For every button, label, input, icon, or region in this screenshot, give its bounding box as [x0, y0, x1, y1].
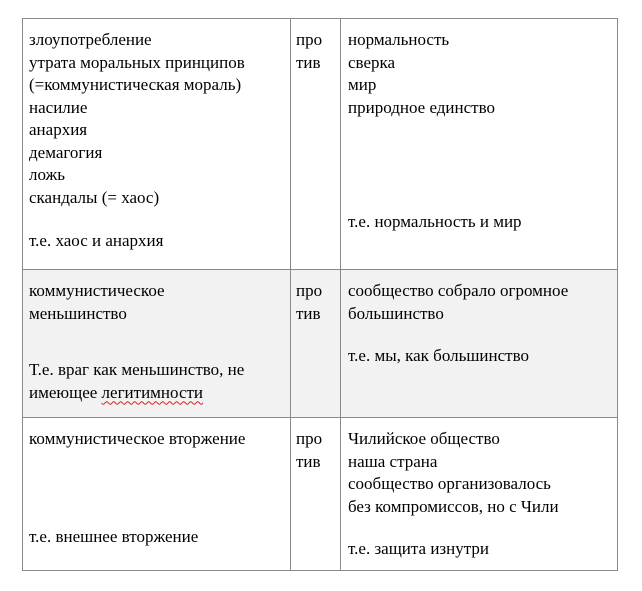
- list-item: утрата моральных принципов: [29, 52, 245, 72]
- list-item: демагогия: [29, 142, 103, 162]
- list-item: скандалы (= хаос): [29, 187, 160, 207]
- summary-text: Т.е. враг как меньшинство, не: [29, 360, 245, 379]
- list-item: насилие: [29, 97, 88, 117]
- left-cell: [23, 270, 290, 417]
- list-item: сообщество организовалось: [348, 474, 551, 493]
- list-item: наша страна: [348, 451, 438, 471]
- connector-text: тив: [296, 303, 321, 323]
- middle-cell: [290, 418, 340, 570]
- list-item: ложь: [29, 165, 66, 184]
- right-cell: [340, 418, 617, 570]
- comparison-table: [22, 18, 618, 571]
- left-cell: [23, 19, 290, 269]
- list-item: мир: [348, 75, 377, 94]
- list-item: злоупотребление: [29, 30, 152, 49]
- connector-text: про: [296, 30, 323, 49]
- list-item: анархия: [29, 120, 88, 139]
- list-item: (=коммунистическая мораль): [29, 75, 242, 94]
- summary-text: т.е. мы, как большинство: [348, 346, 530, 365]
- right-cell: [340, 270, 617, 417]
- table-row: [22, 18, 618, 270]
- table-row: [22, 270, 618, 418]
- list-item: большинство: [348, 303, 444, 323]
- middle-cell: [290, 270, 340, 417]
- list-item: без компромиссов, но с Чили: [348, 496, 559, 516]
- left-cell: [23, 418, 290, 570]
- list-item: коммунистическое вторжение: [29, 429, 246, 448]
- middle-cell: [290, 19, 340, 269]
- spellcheck-flagged-word: легитимности: [101, 382, 204, 402]
- summary-text: т.е. защита изнутри: [348, 539, 489, 558]
- summary-text: имеющее легитимности: [29, 382, 204, 402]
- summary-text: т.е. хаос и анархия: [29, 231, 164, 250]
- connector-text: тив: [296, 52, 321, 72]
- connector-text: тив: [296, 451, 321, 471]
- list-item: природное единство: [348, 97, 496, 117]
- summary-text: т.е. внешнее вторжение: [29, 526, 199, 546]
- list-item: Чилийское общество: [348, 429, 500, 448]
- list-item: нормальность: [348, 30, 450, 49]
- list-item: коммунистическое: [29, 281, 165, 300]
- table-row: [22, 418, 618, 571]
- connector-text: про: [296, 281, 323, 300]
- list-item: меньшинство: [29, 303, 127, 323]
- list-item: сообщество собрало огромное: [348, 281, 569, 300]
- connector-text: про: [296, 429, 323, 448]
- right-cell: [340, 19, 617, 269]
- summary-text: т.е. нормальность и мир: [348, 212, 522, 231]
- list-item: сверка: [348, 52, 396, 72]
